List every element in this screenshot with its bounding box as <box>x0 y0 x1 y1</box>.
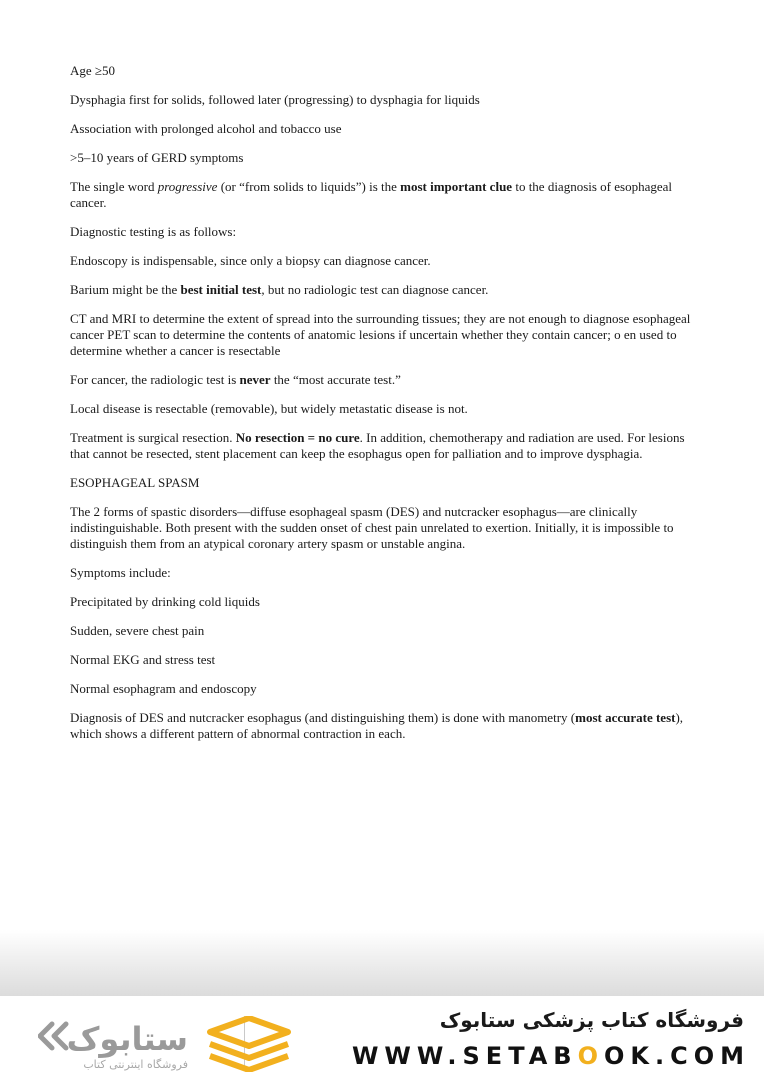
text-run: to the diagnosis of esophageal cancer. <box>70 179 673 210</box>
book-stack-icon <box>206 1016 292 1072</box>
logo-tagline: فروشگاه اینترنتی کتاب <box>83 1058 188 1071</box>
bold-best-initial-test: best initial test <box>180 282 262 297</box>
ct-mri-pet-note: CT and MRI to determine the extent of spread into the surrounding tissues; they are not enough to diagnose esophageal cancer PET scan to determine the contents of anatomic lesions if uncertain whether they contain cancer; o en used to determine whether a cancer is resectable <box>70 311 691 358</box>
url-accent-letter: O <box>577 1042 604 1070</box>
text-run: (or “from solids to liquids”) is the <box>217 179 401 194</box>
footer-shadow <box>0 930 764 996</box>
spasm-description: The 2 forms of spastic disorders—diffuse esophageal spasm (DES) and nutcracker esophagus—are clinically indistinguishable. Both present with the sudden onset of chest pain unrelated to exertion. Initially, it is impossible to distinguish them from an atypical coronary artery spasm or unstable angina. <box>70 504 674 551</box>
symptoms-intro: Symptoms include: <box>70 565 171 580</box>
text-run: Barium might be the <box>70 282 181 297</box>
symptom-normal-endoscopy: Normal esophagram and endoscopy <box>70 681 257 696</box>
symptom-normal-ekg: Normal EKG and stress test <box>70 652 216 667</box>
symptom-chest-pain: Sudden, severe chest pain <box>70 623 205 638</box>
risk-gerd: >5–10 years of GERD symptoms <box>70 150 244 165</box>
risk-alcohol-tobacco: Association with prolonged alcohol and tobacco use <box>70 121 342 136</box>
emphasis-progressive: progressive <box>157 179 218 194</box>
symptom-cold-liquids: Precipitated by drinking cold liquids <box>70 594 260 609</box>
page-body <box>70 63 695 755</box>
endoscopy-note: Endoscopy is indispensable, since only a biopsy can diagnose cancer. <box>70 253 431 268</box>
radiologic-note <box>70 372 695 388</box>
text-run: , but no radiologic test can diagnose cancer. <box>261 282 489 297</box>
bold-most-accurate-test: most accurate test <box>575 710 676 725</box>
store-url[interactable] <box>352 1042 750 1070</box>
resectable-note: Local disease is resectable (removable), but widely metastatic disease is not. <box>70 401 468 416</box>
bold-no-resection: No resection = no cure <box>235 430 360 445</box>
footer-banner <box>0 996 764 1080</box>
text-run: Diagnosis of DES and nutcracker esophagus (and distinguishing them) is done with manometry ( <box>70 710 576 725</box>
setabook-logo <box>38 1010 293 1072</box>
barium-note <box>70 282 695 298</box>
text-run: the “most accurate test.” <box>270 372 401 387</box>
text-run: ), which shows a different pattern of abnormal contraction in each. <box>70 710 684 741</box>
diagnostic-intro: Diagnostic testing is as follows: <box>70 224 237 239</box>
logo-wordmark <box>38 1010 198 1072</box>
risk-age: Age ≥50 <box>70 63 116 78</box>
text-run: . In addition, chemotherapy and radiation are used. For lesions that cannot be resected, stent placement can keep the esophagus open for palliation and to improve dysphagia. <box>70 430 685 461</box>
treatment-note <box>70 430 695 462</box>
risk-dysphagia: Dysphagia first for solids, followed later (progressing) to dysphagia for liquids <box>70 92 480 107</box>
bold-never: never <box>239 372 271 387</box>
store-title: فروشگاه کتاب پزشکی ستابوک <box>439 1008 744 1032</box>
url-part: OK.COM <box>603 1042 750 1070</box>
text-run: The single word <box>70 179 158 194</box>
text-run: Treatment is surgical resection. <box>70 430 236 445</box>
section-heading-esophageal-spasm: ESOPHAGEAL SPASM <box>70 475 200 490</box>
bold-most-important-clue: most important clue <box>400 179 513 194</box>
text-run: For cancer, the radiologic test is <box>70 372 240 387</box>
logo-brand-text: ستابوک <box>66 1020 188 1058</box>
manometry-note <box>70 710 695 742</box>
progressive-clue <box>70 179 695 211</box>
url-part: WWW.SETAB <box>351 1042 578 1070</box>
